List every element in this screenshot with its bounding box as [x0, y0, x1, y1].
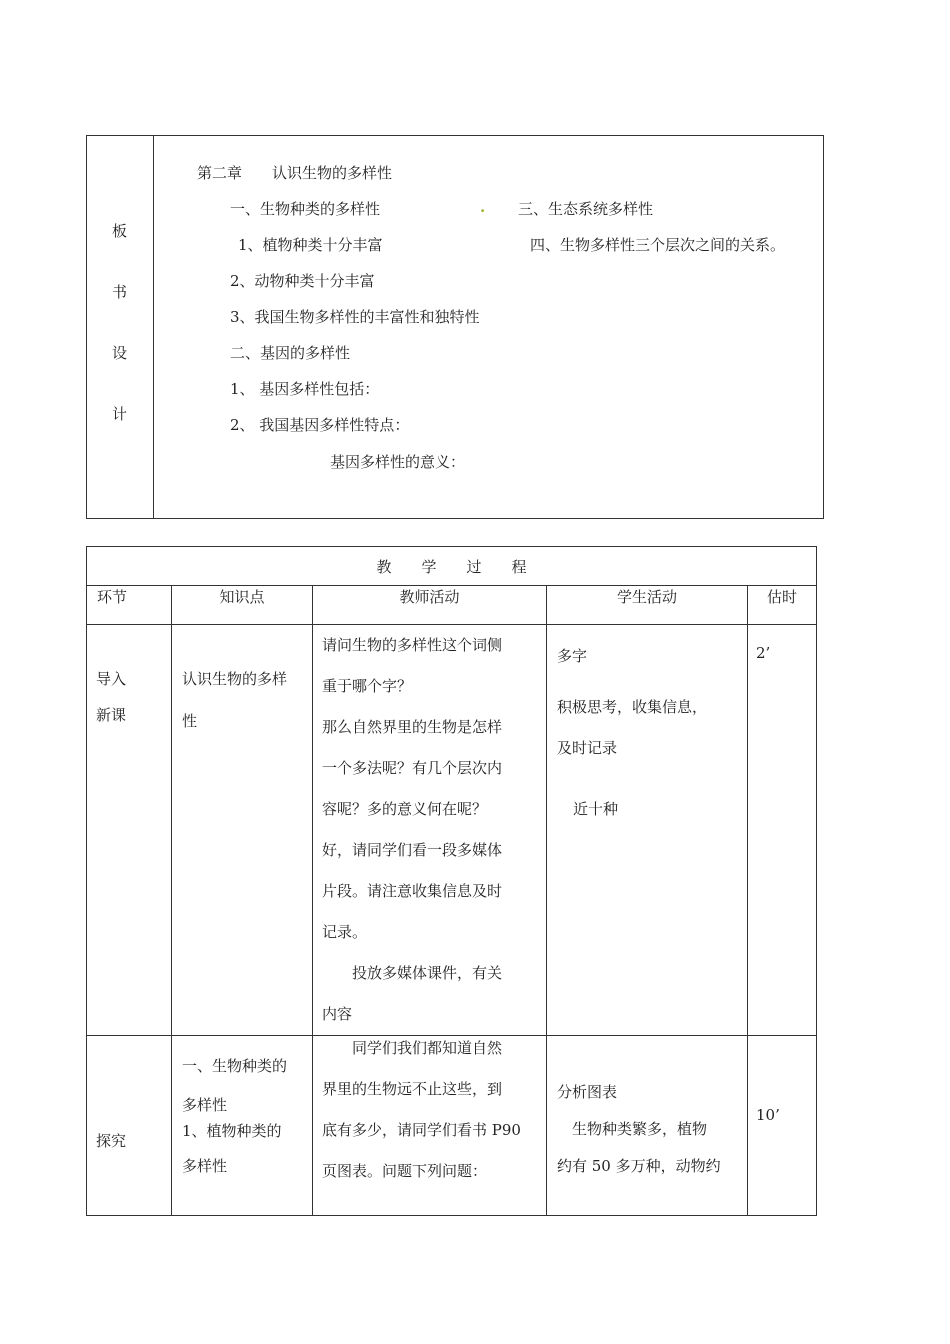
student-text: 约有 50 多万种，动物约	[557, 1157, 721, 1175]
teacher-text: 界里的生物远不止这些，到	[322, 1080, 503, 1098]
student-text: 近十种	[573, 800, 619, 818]
header-knowledge: 知识点	[172, 586, 313, 625]
student-text: 分析图表	[557, 1083, 618, 1101]
teacher-text: 底有多少，请同学们看书 P90	[322, 1121, 521, 1139]
chapter-title: 第二章 认识生物的多样性	[197, 164, 393, 182]
teacher-text: 记录。	[322, 923, 368, 941]
board-line-2: 1、植物种类十分丰富	[238, 236, 383, 254]
side-label-ban: 板	[112, 222, 128, 240]
table-row	[87, 1036, 817, 1216]
teacher-text: 请问生物的多样性这个词侧	[322, 636, 503, 654]
board-line-1-right: 三、生态系统多样性	[518, 200, 654, 218]
stage-cell	[87, 1036, 172, 1216]
board-line-5: 二、基因的多样性	[230, 344, 351, 362]
knowledge-text: 多样性	[182, 1157, 228, 1175]
table-title: 教 学 过 程	[87, 547, 817, 586]
time-text: 2’	[756, 644, 771, 662]
side-label-ji: 计	[112, 405, 128, 423]
teacher-cell	[313, 1036, 547, 1216]
student-cell	[547, 1036, 748, 1216]
teacher-text: 好，请同学们看一段多媒体	[322, 841, 503, 859]
student-cell	[547, 625, 748, 1036]
teacher-text: 那么自然界里的生物是怎样	[322, 718, 503, 736]
stage-text: 探究	[96, 1132, 127, 1150]
teacher-text: 片段。请注意收集信息及时	[322, 882, 503, 900]
time-cell	[748, 625, 817, 1036]
header-student: 学生活动	[547, 586, 748, 625]
board-line-2-right: 四、生物多样性三个层次之间的关系。	[530, 236, 786, 254]
student-text: 及时记录	[557, 739, 618, 757]
student-text: 多字	[557, 647, 588, 665]
teacher-text: 容呢？多的意义何在呢？	[322, 800, 488, 818]
side-label-she: 设	[112, 344, 128, 362]
teacher-cell	[313, 625, 547, 1036]
teaching-process-table	[86, 546, 817, 1216]
board-divider	[153, 135, 154, 519]
time-text: 10’	[756, 1106, 780, 1124]
board-line-3: 2、动物种类十分丰富	[230, 272, 375, 290]
stage-cell	[87, 625, 172, 1036]
teacher-text: 一个多法呢？有几个层次内	[322, 759, 503, 777]
teacher-text: 页图表。问题下列问题：	[322, 1162, 488, 1180]
board-line-1: 一、生物种类的多样性	[230, 200, 381, 218]
board-line-7: 2、 我国基因多样性特点：	[230, 416, 410, 434]
stage-text: 导入	[96, 670, 127, 688]
teacher-text: 内容	[322, 1005, 353, 1023]
knowledge-text: 性	[182, 712, 198, 730]
knowledge-text: 一、生物种类的	[182, 1057, 288, 1075]
decorative-dot: .	[480, 198, 486, 216]
stage-text: 新课	[96, 706, 127, 724]
student-text: 积极思考，收集信息，	[557, 698, 708, 716]
header-time: 估时	[748, 586, 817, 625]
board-line-8: 基因多样性的意义：	[330, 453, 466, 471]
table-row	[87, 625, 817, 1036]
board-line-6: 1、 基因多样性包括：	[230, 380, 380, 398]
knowledge-cell	[172, 625, 313, 1036]
knowledge-text: 多样性	[182, 1096, 228, 1114]
knowledge-text: 认识生物的多样	[182, 670, 288, 688]
header-teacher: 教师活动	[313, 586, 547, 625]
knowledge-cell	[172, 1036, 313, 1216]
teacher-text: 投放多媒体课件，有关	[322, 964, 503, 982]
board-line-4: 3、我国生物多样性的丰富性和独特性	[230, 308, 480, 326]
teacher-text: 重于哪个字？	[322, 677, 413, 695]
teacher-text: 同学们我们都知道自然	[322, 1039, 503, 1057]
header-stage: 环节	[87, 586, 172, 625]
student-text: 生物种类繁多，植物	[572, 1120, 708, 1138]
time-cell	[748, 1036, 817, 1216]
knowledge-text: 1、植物种类的	[182, 1122, 282, 1140]
side-label-shu: 书	[112, 283, 128, 301]
